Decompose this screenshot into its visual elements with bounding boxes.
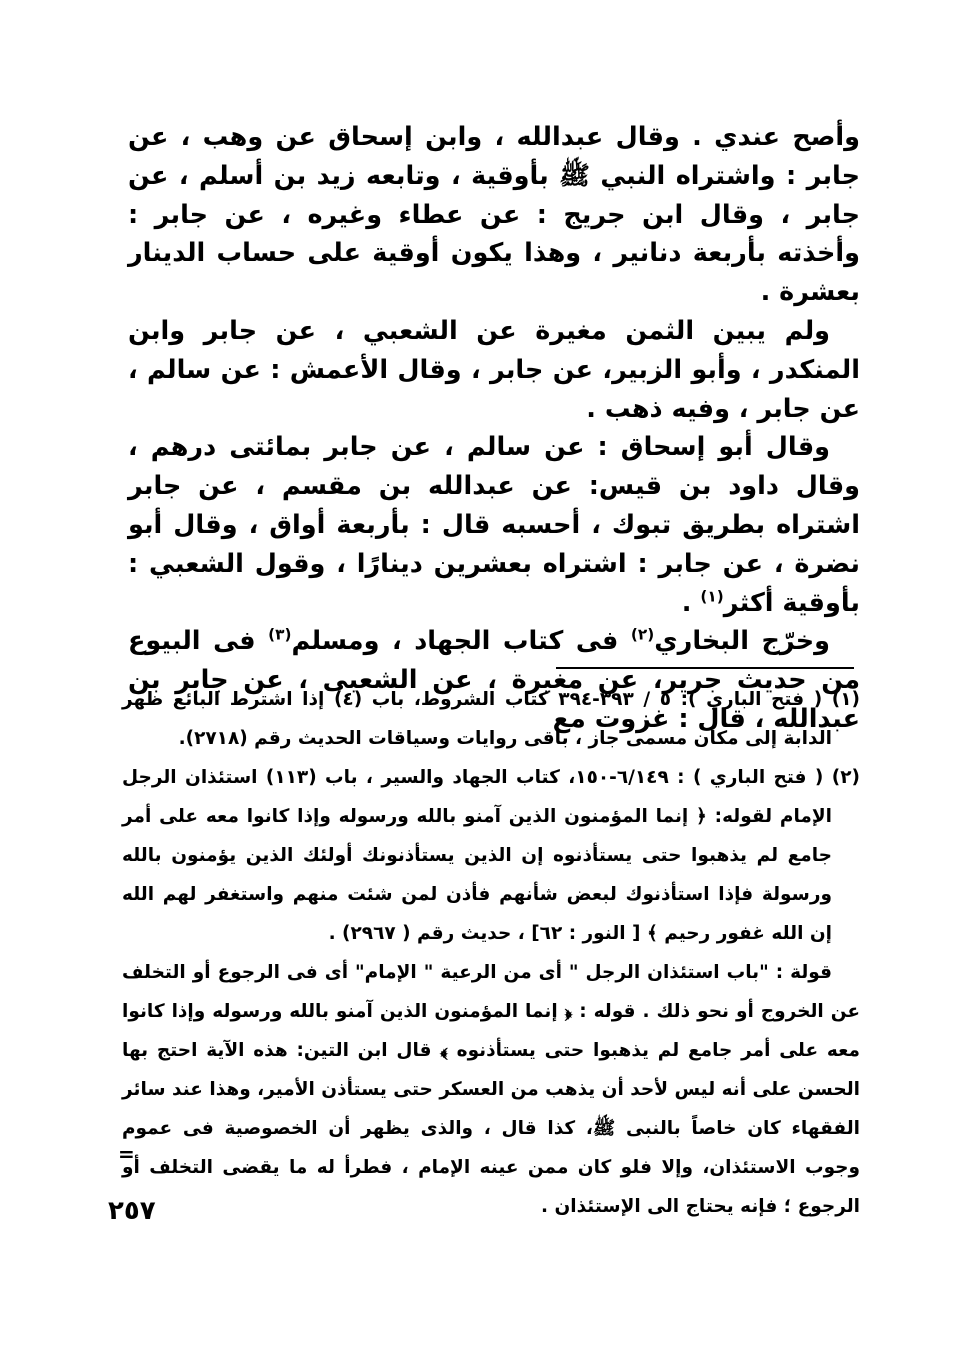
paragraph-1: وأصح عندي . وقال عبدالله ، وابن إسحاق عن وهب ، عن جابر : واشتراه النبي ﷺ بأوقية ، وتابعه زيد بن أسلم ، عن جابر ، وقال ابن جريج : عن عطاء وغيره ، عن جابر : وأخذته بأربعة دنانير ، وهذا يكون أوقية على حساب الدينار بعشرة . bbox=[128, 122, 860, 308]
main-text bbox=[128, 118, 860, 739]
paragraph-3-text: وقال أبو إسحاق : عن سالم ، عن جابر بمائتى درهم ، وقال داود بن قيس: عن عبدالله بن مقسم ، عن جابر اشتراه بطريق تبوك ، أحسبه قال : بأربعة أواق ، وقال أبو نضرة ، عن جابر : اشتراه بعشرين دينارًا ، وقول الشعبي : بأوقية أكثر bbox=[128, 432, 860, 618]
footnote-ref-1[interactable]: (١) bbox=[700, 587, 724, 606]
footnote-ref-3[interactable]: (٣) bbox=[268, 625, 292, 644]
paragraph-3 bbox=[128, 428, 860, 622]
footnote-1: (١) ( فتح الباري ): ٥ / ٣٩٣-٣٩٤ كتاب الشروط، باب (٤) إذا اشترط البائع ظهر الدابة إلى مكان مسمى جاز ، باقى روايات وسياقات الحديث رقم (٢٧١٨). bbox=[122, 689, 860, 749]
page-number: ٢٥٧ bbox=[108, 1196, 156, 1226]
paragraph-2: ولم يبين الثمن مغيرة عن الشعبي ، عن جابر وابن المنكدر ، وأبو الزبير، عن جابر ، وقال الأعمش : عن سالم ، عن جابر ، وفيه ذهب . bbox=[128, 315, 860, 424]
footnote-divider bbox=[556, 667, 854, 669]
paragraph-4-part-c: فى البيوع من حديث جرير، عن مغيرة ، عن الشعبى ، عن جابر بن عبدالله ، قال : غزوت مع bbox=[128, 626, 860, 734]
paragraph-3-end: . bbox=[681, 587, 701, 618]
continuation-mark: = bbox=[118, 1142, 135, 1166]
footnote-ref-2[interactable]: (٢) bbox=[630, 625, 655, 644]
paragraph-4-part-b: فى كتاب الجهاد ، ومسلم bbox=[291, 626, 631, 657]
footnotes-section bbox=[122, 680, 860, 1226]
footnote-2: (٢) ( فتح الباري ) : ٦/١٤٩-١٥٠، كتاب الجهاد والسير ، باب (١١٣) استئذان الرجل الإمام لقوله: ﴿ إنما المؤمنون الذين آمنو بالله ورسوله وإذا كانوا معه على أمر جامع لم يذهبوا حتى يستأذنوه إن الذين يستأذنونك أولئك الذين يؤمنون بالله ورسولة فإذا استأذنوك لبعض شأنهم فأذن لمن شئت منهم واستغفر لهم الله إن الله غفور رحيم ﴾ [ النور : ٦٢] ، حديث رقم ( ٢٩٦٧) . bbox=[122, 767, 860, 944]
footnote-2-continuation: قولة : "باب استئذان الرجل " أى من الرعية " الإمام" أى فى الرجوع أو التخلف عن الخروج أو نحو ذلك . قوله : ﴿ إنما المؤمنون الذين آمنو بالله ورسوله وإذا كانوا معه على أمر جامع لم يذهبوا حتى يستأذنوه ﴾ قال ابن التين: هذه الآية احتج بها الحسن على أنه ليس لأحد أن يذهب من العسكر حتى يستأذن الأمير، وهذا عند سائر الفقهاء كان خاصاً بالنبى ﷺ، كذا قال ، والذى يظهر أن الخصوصية فى عموم وجوب الاستئذان، وإلا فلو كان ممن عينه الإمام ، فطرأ له ما يقضى التخلف أو الرجوع ؛ فإنه يحتاج الى الإستئذان . bbox=[122, 962, 860, 1217]
paragraph-4-part-a: وخرّج البخاري bbox=[654, 626, 830, 657]
